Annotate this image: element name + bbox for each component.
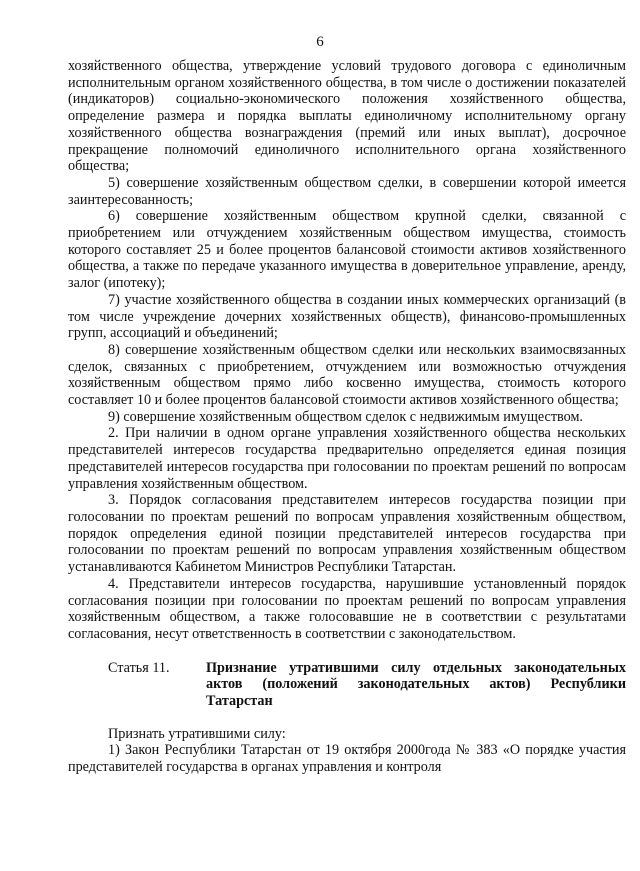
repeal-item-1: 1) Закон Республики Татарстан от 19 октября 2000года № 383 «О порядке участия представителей государства в органах управления и контроля — [68, 742, 626, 776]
list-item-7: 7) участие хозяйственного общества в создании иных коммерческих организаций (в том числе учреждение дочерних хозяйственных обществ), финансово-промышленных групп, ассоциаций и объединений; — [68, 291, 626, 342]
clause-2: 2. При наличии в одном органе управления хозяйственного общества нескольких представителей интересов государства предварительно определяется единая позиция представителей интересов государства при голосовании по проектам решений по вопросам управления хозяйственным обществом. — [68, 425, 626, 492]
clause-3: 3. Порядок согласования представителем интересов государства позиции при голосовании по проектам решений по вопросам управления хозяйственным обществом, порядок определения единой позиции представителей интересов государства при голосовании по проектам решений по вопросам управления хозяйственным обществом устанавливаются Кабинетом Министров Республики Татарстан. — [68, 492, 626, 576]
article-label: Статья 11. — [108, 659, 170, 676]
page-number: 6 — [316, 34, 324, 50]
article-header — [68, 660, 626, 710]
article-intro: Признать утратившими силу: — [108, 725, 286, 742]
list-item-5: 5) совершение хозяйственным обществом сделки, в совершении которой имеется заинтересованность; — [68, 174, 626, 208]
list-item-8: 8) совершение хозяйственным обществом сделки или нескольких взаимосвязанных сделок, связанных с приобретением, отчуждением или возможностью отчуждения хозяйственным обществом прямо либо косвенно имущества, стоимость которого составляет 10 и более процентов балансовой стоимости активов хозяйственного общества; — [68, 341, 626, 409]
document-body — [68, 58, 626, 776]
clause-4: 4. Представители интересов государства, нарушившие установленный порядок согласования позиции при голосовании по проектам решений по вопросам управления хозяйственным обществом, а также голосовавшие не в соответствии с результатами согласования, несут ответственность в соответствии с законодательством. — [68, 575, 626, 642]
list-item-6: 6) совершение хозяйственным обществом крупной сделки, связанной с приобретением или отчуждением хозяйственным обществом имущества, стоимость которого составляет 25 и более процентов балансовой стоимости активов хозяйственного общества, а также по передаче указанного имущества в доверительное управление, аренду, залог (ипотеку); — [68, 208, 626, 292]
paragraph-continuation: хозяйственного общества, утверждение условий трудового договора с единоличным исполнительным органом хозяйственного общества, в том числе о достижении показателей (индикаторов) социально-экономического положения хозяйственного общества, определение размера и порядка выплаты единоличному исполнительному органу хозяйственного общества вознаграждения (премий или иных выплат), досрочное прекращение полномочий единоличного исполнительного органа хозяйственного общества; — [68, 58, 626, 175]
list-item-9: 9) совершение хозяйственным обществом сделок с недвижимым имуществом. — [108, 408, 583, 425]
article-title: Признание утратившими силу отдельных законодательных актов (положений законодательных актов) Республики Татарстан — [206, 659, 626, 710]
